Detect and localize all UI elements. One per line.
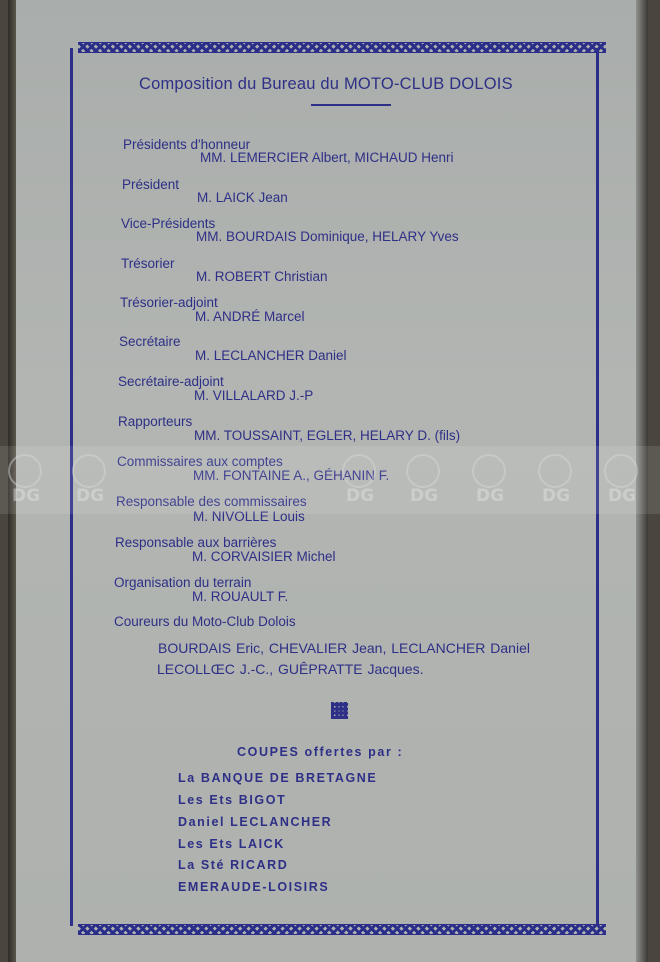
frame-bottom-border: [78, 924, 606, 935]
coupes-heading: COUPES offertes par :: [237, 745, 404, 759]
member-name: M. ROUAULT F.: [192, 589, 289, 604]
member-name: M. LAICK Jean: [197, 190, 288, 205]
role-label: Commissaires aux comptes: [117, 454, 283, 469]
member-name: MM. BOURDAIS Dominique, HELARY Yves: [196, 229, 459, 244]
role-label: Trésorier-adjoint: [120, 295, 218, 310]
riders-line: BOURDAIS Eric, CHEVALIER Jean, LECLANCHER Daniel: [158, 640, 530, 656]
watermark-logo-icon: DG: [400, 450, 458, 510]
role-label: Trésorier: [121, 256, 175, 271]
title-underline: [311, 104, 391, 106]
role-label: Responsable aux barrières: [115, 535, 277, 550]
member-name: M. NIVOLLE Louis: [193, 509, 305, 524]
riders-heading: Coureurs du Moto-Club Dolois: [114, 614, 296, 629]
member-name: M. LECLANCHER Daniel: [195, 348, 347, 363]
member-name: M. ANDRÉ Marcel: [195, 309, 305, 324]
sponsor-item: Daniel LECLANCHER: [178, 815, 333, 829]
member-name: M. ROBERT Christian: [196, 269, 328, 284]
sponsor-item: Les Ets BIGOT: [178, 793, 287, 807]
member-name: MM. FONTAINE A., GÉHANIN F.: [193, 468, 390, 483]
riders-line: LECOLLŒC J.-C., GUÊPRATTE Jacques.: [157, 661, 424, 677]
role-label: Président: [122, 177, 180, 192]
watermark-logo-icon: DG: [2, 450, 60, 510]
watermark-logo-icon: DG: [598, 450, 656, 510]
watermark-logo-icon: DG: [66, 450, 124, 510]
role-label: Responsable des commissaires: [116, 494, 307, 509]
sponsor-item: La BANQUE DE BRETAGNE: [178, 771, 378, 785]
role-label: Secrétaire-adjoint: [118, 374, 224, 389]
role-label: Vice-Présidents: [121, 216, 216, 231]
frame-top-border: [78, 42, 606, 53]
role-label: Présidents d'honneur: [123, 137, 251, 152]
role-label: Secrétaire: [119, 334, 181, 349]
watermark-logo-icon: DG: [532, 450, 590, 510]
member-name: MM. TOUSSAINT, EGLER, HELARY D. (fils): [194, 428, 461, 443]
sponsor-item: Les Ets LAICK: [178, 837, 285, 851]
watermark-logo-icon: DG: [466, 450, 524, 510]
role-label: Rapporteurs: [118, 414, 193, 429]
sponsor-item: La Sté RICARD: [178, 858, 289, 872]
sponsor-item: EMERAUDE-LOISIRS: [178, 880, 330, 894]
watermark-logo-icon: DG: [336, 450, 394, 510]
member-name: M. CORVAISIER Michel: [192, 549, 336, 564]
member-name: MM. LEMERCIER Albert, MICHAUD Henri: [200, 150, 454, 165]
role-label: Organisation du terrain: [114, 575, 252, 590]
member-name: M. VILLALARD J.-P: [194, 388, 314, 403]
grid-ornament-icon: [331, 702, 348, 719]
page-title: Composition du Bureau du MOTO-CLUB DOLOIS: [139, 75, 513, 93]
